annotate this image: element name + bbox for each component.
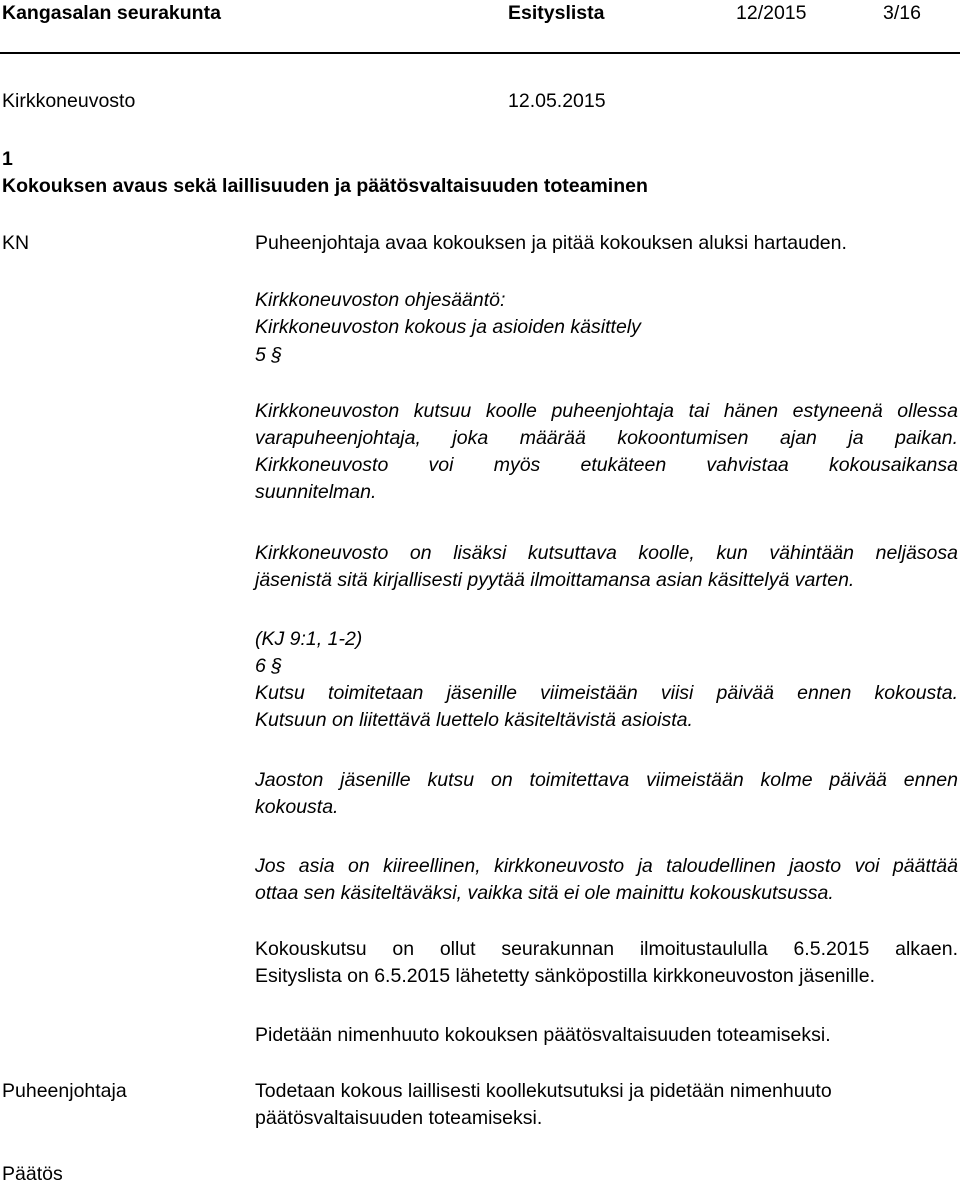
text-line: Kokouskutsu on ollut seurakunnan ilmoitustaululla 6.5.2015 alkaen. (255, 938, 958, 960)
decision-label: Päätös (2, 1163, 63, 1185)
rules-paragraph-5 (255, 853, 958, 907)
text-line: ottaa sen käsiteltäväksi, vaikka sitä ei ole mainittu kokouskutsussa. (255, 882, 834, 904)
rules-heading: Kirkkoneuvoston ohjesääntö: (255, 289, 506, 311)
header-divider (0, 52, 960, 54)
text-line: Jaoston jäsenille kutsu on toimitettava viimeistään kolme päivää ennen (255, 769, 958, 791)
rules-paragraph-1 (255, 398, 958, 479)
text-line: kokousta. (255, 796, 339, 818)
text-line: varapuheenjohtaja, joka määrää kokoontumisen ajan ja paikan. (255, 427, 958, 449)
text-line: Kirkkoneuvoston kutsuu koolle puheenjohtaja tai hänen estyneenä ollessa (255, 400, 958, 422)
kn-label: KN (2, 232, 30, 254)
rules-section-5: 5 § (255, 344, 283, 366)
text-line: Kirkkoneuvosto voi myös etukäteen vahvistaa kokousaikansa (255, 454, 958, 476)
rules-paragraph-2 (255, 540, 958, 594)
rules-paragraph-3 (255, 680, 958, 734)
kn-text: Puheenjohtaja avaa kokouksen ja pitää kokouksen aluksi hartauden. (255, 232, 847, 254)
text-line: Kirkkoneuvosto on lisäksi kutsuttava koolle, kun vähintään neljäsosa (255, 542, 958, 564)
meeting-body: Kirkkoneuvosto (2, 90, 136, 112)
chair-label: Puheenjohtaja (2, 1080, 127, 1102)
document-type: Esityslista (508, 2, 605, 24)
text-line: Kutsuun on liitettävä luettelo käsiteltävistä asioista. (255, 709, 693, 731)
text-line: Esityslista on 6.5.2015 lähetetty sänköpostilla kirkkoneuvoston jäsenille. (255, 965, 876, 987)
page-number: 3/16 (883, 2, 921, 24)
section-title: Kokouksen avaus sekä laillisuuden ja päätösvaltaisuuden toteaminen (2, 175, 648, 197)
chair-proposal (255, 1078, 958, 1132)
rules-subheading: Kirkkoneuvoston kokous ja asioiden käsittely (255, 316, 641, 338)
rules-section-6: 6 § (255, 655, 283, 677)
rules-paragraph-4 (255, 767, 958, 821)
text-line: suunnitelman. (255, 481, 377, 503)
text-line: Jos asia on kiireellinen, kirkkoneuvosto ja taloudellinen jaosto voi päättää (255, 855, 958, 877)
text-line: jäsenistä sitä kirjallisesti pyytää ilmoittamansa asian käsittelyä varten. (255, 569, 855, 591)
text-line: päätösvaltaisuuden toteamiseksi. (255, 1107, 543, 1129)
roll-call-note: Pidetään nimenhuuto kokouksen päätösvaltaisuuden toteamiseksi. (255, 1024, 831, 1046)
rules-reference: (KJ 9:1, 1-2) (255, 628, 363, 650)
notice-paragraph (255, 936, 958, 990)
text-line: Kutsu toimitetaan jäsenille viimeistään viisi päivää ennen kokousta. (255, 682, 958, 704)
section-number: 1 (2, 148, 13, 170)
document-number: 12/2015 (736, 2, 807, 24)
meeting-date: 12.05.2015 (508, 90, 606, 112)
organization-name: Kangasalan seurakunta (2, 2, 221, 24)
text-line: Todetaan kokous laillisesti koollekutsutuksi ja pidetään nimenhuuto (255, 1080, 832, 1102)
